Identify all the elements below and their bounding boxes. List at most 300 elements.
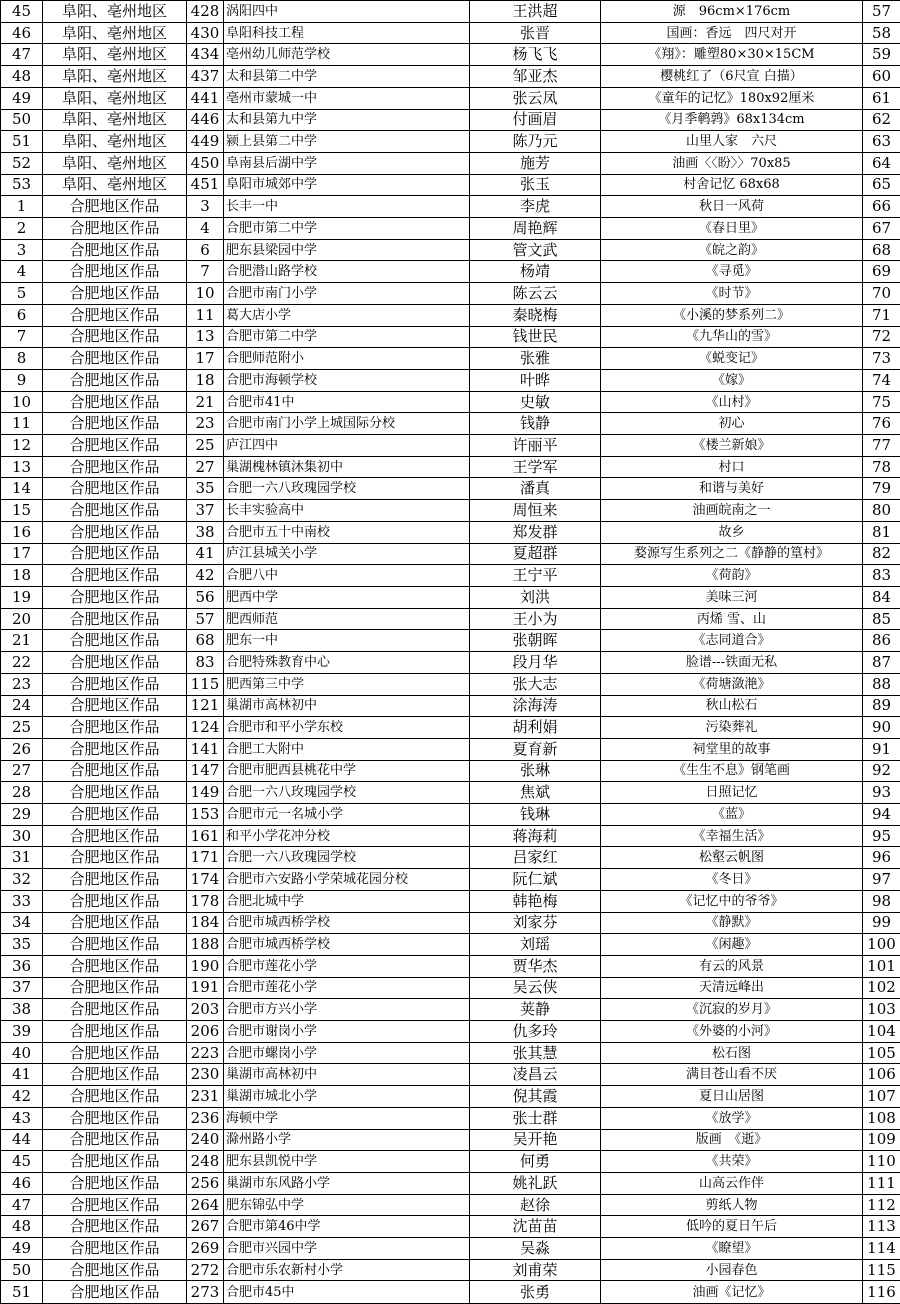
table-row <box>1 1086 900 1108</box>
school-cell: 合肥北城中学 <box>224 890 470 912</box>
author-cell: 赵徐 <box>470 1194 601 1216</box>
author-cell: 邹亚杰 <box>470 66 601 88</box>
school-cell: 合肥市兴园中学 <box>224 1238 470 1260</box>
table-row <box>1 456 900 478</box>
school-cell: 合肥市莲花小学 <box>224 977 470 999</box>
row-index-cell: 5 <box>1 283 43 305</box>
region-cell: 合肥地区作品 <box>43 804 187 826</box>
table-row <box>1 326 900 348</box>
work-title-cell: 山里人家 六尺 <box>601 131 863 153</box>
region-cell: 阜阳、亳州地区 <box>43 174 187 196</box>
row-index-cell: 26 <box>1 738 43 760</box>
row-index-cell: 42 <box>1 1086 43 1108</box>
region-cell: 合肥地区作品 <box>43 391 187 413</box>
author-cell: 段月华 <box>470 652 601 674</box>
page-number-cell: 103 <box>863 999 900 1021</box>
author-cell: 钱静 <box>470 413 601 435</box>
work-title-cell: 剪纸人物 <box>601 1194 863 1216</box>
author-cell: 姚礼跃 <box>470 1172 601 1194</box>
entry-number-cell: 223 <box>187 1042 224 1064</box>
page-number-cell: 85 <box>863 608 900 630</box>
entry-number-cell: 41 <box>187 543 224 565</box>
entry-number-cell: 190 <box>187 955 224 977</box>
entry-number-cell: 441 <box>187 87 224 109</box>
entry-number-cell: 124 <box>187 717 224 739</box>
table-row <box>1 782 900 804</box>
author-cell: 焦斌 <box>470 782 601 804</box>
entry-number-cell: 273 <box>187 1281 224 1304</box>
author-cell: 吴云侠 <box>470 977 601 999</box>
region-cell: 合肥地区作品 <box>43 239 187 261</box>
author-cell: 刘甫荣 <box>470 1259 601 1281</box>
region-cell: 合肥地区作品 <box>43 478 187 500</box>
work-title-cell: 油画〈〈盼〉〉70x85 <box>601 152 863 174</box>
table-row <box>1 804 900 826</box>
author-cell: 张玉 <box>470 174 601 196</box>
row-index-cell: 33 <box>1 890 43 912</box>
table-row <box>1 131 900 153</box>
author-cell: 秦晓梅 <box>470 304 601 326</box>
entry-number-cell: 13 <box>187 326 224 348</box>
school-cell: 合肥市肥西县桃花中学 <box>224 760 470 782</box>
page-number-cell: 83 <box>863 565 900 587</box>
school-cell: 合肥市海顿学校 <box>224 369 470 391</box>
school-cell: 合肥市元一名城小学 <box>224 804 470 826</box>
entry-number-cell: 450 <box>187 152 224 174</box>
table-row <box>1 608 900 630</box>
region-cell: 合肥地区作品 <box>43 977 187 999</box>
work-title-cell: 满目苍山看不厌 <box>601 1064 863 1086</box>
author-cell: 张琳 <box>470 760 601 782</box>
entry-number-cell: 35 <box>187 478 224 500</box>
school-cell: 合肥市城西桥学校 <box>224 912 470 934</box>
page-number-cell: 69 <box>863 261 900 283</box>
table-row <box>1 543 900 565</box>
page-number-cell: 92 <box>863 760 900 782</box>
author-cell: 钱世民 <box>470 326 601 348</box>
row-index-cell: 35 <box>1 934 43 956</box>
work-title-cell: 版画 《逝》 <box>601 1129 863 1151</box>
author-cell: 陈云云 <box>470 283 601 305</box>
work-title-cell: 油画皖南之一 <box>601 500 863 522</box>
entry-number-cell: 27 <box>187 456 224 478</box>
page-number-cell: 86 <box>863 630 900 652</box>
region-cell: 合肥地区作品 <box>43 782 187 804</box>
work-title-cell: 《志同道合》 <box>601 630 863 652</box>
entry-number-cell: 141 <box>187 738 224 760</box>
region-cell: 合肥地区作品 <box>43 304 187 326</box>
region-cell: 合肥地区作品 <box>43 1042 187 1064</box>
row-index-cell: 39 <box>1 1021 43 1043</box>
page-number-cell: 96 <box>863 847 900 869</box>
row-index-cell: 53 <box>1 174 43 196</box>
region-cell: 合肥地区作品 <box>43 673 187 695</box>
school-cell: 合肥特殊教育中心 <box>224 652 470 674</box>
region-cell: 合肥地区作品 <box>43 196 187 218</box>
region-cell: 合肥地区作品 <box>43 283 187 305</box>
author-cell: 韩艳梅 <box>470 890 601 912</box>
school-cell: 合肥市南门小学 <box>224 283 470 305</box>
table-row <box>1 586 900 608</box>
school-cell: 合肥市城西桥学校 <box>224 934 470 956</box>
school-cell: 合肥市45中 <box>224 1281 470 1304</box>
author-cell: 张云凤 <box>470 87 601 109</box>
page-number-cell: 84 <box>863 586 900 608</box>
author-cell: 夏超群 <box>470 543 601 565</box>
school-cell: 和平小学花冲分校 <box>224 825 470 847</box>
school-cell: 涡阳四中 <box>224 1 470 23</box>
school-cell: 阜南县后湖中学 <box>224 152 470 174</box>
row-index-cell: 4 <box>1 261 43 283</box>
school-cell: 合肥市六安路小学荣城花园分校 <box>224 869 470 891</box>
author-cell: 倪其霞 <box>470 1086 601 1108</box>
row-index-cell: 45 <box>1 1 43 23</box>
row-index-cell: 23 <box>1 673 43 695</box>
page-number-cell: 116 <box>863 1281 900 1304</box>
table-row <box>1 413 900 435</box>
row-index-cell: 31 <box>1 847 43 869</box>
work-title-cell: 《童年的记忆》180x92厘米 <box>601 87 863 109</box>
entry-number-cell: 56 <box>187 586 224 608</box>
school-cell: 肥东一中 <box>224 630 470 652</box>
author-cell: 夏育新 <box>470 738 601 760</box>
page-number-cell: 79 <box>863 478 900 500</box>
entry-number-cell: 17 <box>187 348 224 370</box>
entry-number-cell: 115 <box>187 673 224 695</box>
school-cell: 滁州路小学 <box>224 1129 470 1151</box>
school-cell: 巢湖市高林初中 <box>224 695 470 717</box>
row-index-cell: 20 <box>1 608 43 630</box>
region-cell: 合肥地区作品 <box>43 1151 187 1173</box>
region-cell: 合肥地区作品 <box>43 1086 187 1108</box>
region-cell: 合肥地区作品 <box>43 1021 187 1043</box>
entry-number-cell: 434 <box>187 44 224 66</box>
entry-number-cell: 57 <box>187 608 224 630</box>
school-cell: 巢湖市城北小学 <box>224 1086 470 1108</box>
region-cell: 合肥地区作品 <box>43 1259 187 1281</box>
author-cell: 吕家红 <box>470 847 601 869</box>
table-row <box>1 521 900 543</box>
table-row <box>1 1064 900 1086</box>
page-number-cell: 75 <box>863 391 900 413</box>
row-index-cell: 11 <box>1 413 43 435</box>
page-number-cell: 71 <box>863 304 900 326</box>
region-cell: 合肥地区作品 <box>43 456 187 478</box>
work-title-cell: 天清远峰出 <box>601 977 863 999</box>
school-cell: 合肥市螺岗小学 <box>224 1042 470 1064</box>
author-cell: 郑发群 <box>470 521 601 543</box>
entry-number-cell: 437 <box>187 66 224 88</box>
work-title-cell: 《皖之韵》 <box>601 239 863 261</box>
region-cell: 合肥地区作品 <box>43 1129 187 1151</box>
row-index-cell: 51 <box>1 131 43 153</box>
table-row <box>1 44 900 66</box>
page-number-cell: 89 <box>863 695 900 717</box>
entry-number-cell: 42 <box>187 565 224 587</box>
region-cell: 合肥地区作品 <box>43 1238 187 1260</box>
work-title-cell: 《寻觅》 <box>601 261 863 283</box>
table-row <box>1 673 900 695</box>
page-number-cell: 60 <box>863 66 900 88</box>
table-row <box>1 999 900 1021</box>
author-cell: 张朝晖 <box>470 630 601 652</box>
entry-number-cell: 184 <box>187 912 224 934</box>
work-title-cell: 有云的风景 <box>601 955 863 977</box>
page-number-cell: 73 <box>863 348 900 370</box>
table-row <box>1 890 900 912</box>
school-cell: 肥东县凯悦中学 <box>224 1151 470 1173</box>
author-cell: 钱琳 <box>470 804 601 826</box>
page-number-cell: 74 <box>863 369 900 391</box>
table-row <box>1 934 900 956</box>
work-title-cell: 《沉寂的岁月》 <box>601 999 863 1021</box>
table-row <box>1 869 900 891</box>
region-cell: 合肥地区作品 <box>43 1216 187 1238</box>
entry-number-cell: 149 <box>187 782 224 804</box>
row-index-cell: 38 <box>1 999 43 1021</box>
entry-number-cell: 23 <box>187 413 224 435</box>
author-cell: 王洪超 <box>470 1 601 23</box>
entry-number-cell: 240 <box>187 1129 224 1151</box>
author-cell: 蒋海莉 <box>470 825 601 847</box>
author-cell: 吴淼 <box>470 1238 601 1260</box>
page-number-cell: 87 <box>863 652 900 674</box>
entry-number-cell: 449 <box>187 131 224 153</box>
region-cell: 合肥地区作品 <box>43 608 187 630</box>
school-cell: 亳州市蒙城一中 <box>224 87 470 109</box>
entry-number-cell: 21 <box>187 391 224 413</box>
table-row <box>1 825 900 847</box>
entry-number-cell: 267 <box>187 1216 224 1238</box>
page-number-cell: 68 <box>863 239 900 261</box>
school-cell: 庐江县城关小学 <box>224 543 470 565</box>
entry-number-cell: 7 <box>187 261 224 283</box>
table-row <box>1 1259 900 1281</box>
row-index-cell: 34 <box>1 912 43 934</box>
school-cell: 肥东县梁园中学 <box>224 239 470 261</box>
school-cell: 肥东锦弘中学 <box>224 1194 470 1216</box>
table-row <box>1 1042 900 1064</box>
table-row <box>1 695 900 717</box>
row-index-cell: 43 <box>1 1107 43 1129</box>
entry-number-cell: 430 <box>187 22 224 44</box>
row-index-cell: 46 <box>1 22 43 44</box>
table-row <box>1 261 900 283</box>
school-cell: 合肥市乐农新村小学 <box>224 1259 470 1281</box>
row-index-cell: 50 <box>1 1259 43 1281</box>
school-cell: 肥西中学 <box>224 586 470 608</box>
region-cell: 阜阳、亳州地区 <box>43 22 187 44</box>
region-cell: 合肥地区作品 <box>43 261 187 283</box>
region-cell: 合肥地区作品 <box>43 348 187 370</box>
region-cell: 合肥地区作品 <box>43 1194 187 1216</box>
region-cell: 合肥地区作品 <box>43 847 187 869</box>
author-cell: 沈苗苗 <box>470 1216 601 1238</box>
row-index-cell: 27 <box>1 760 43 782</box>
region-cell: 合肥地区作品 <box>43 369 187 391</box>
school-cell: 合肥市第46中学 <box>224 1216 470 1238</box>
region-cell: 合肥地区作品 <box>43 1064 187 1086</box>
entry-number-cell: 178 <box>187 890 224 912</box>
work-title-cell: 《春日里》 <box>601 218 863 240</box>
region-cell: 合肥地区作品 <box>43 521 187 543</box>
work-title-cell: 《冬日》 <box>601 869 863 891</box>
work-title-cell: 脸谱---铁面无私 <box>601 652 863 674</box>
page-number-cell: 64 <box>863 152 900 174</box>
page-number-cell: 61 <box>863 87 900 109</box>
region-cell: 合肥地区作品 <box>43 1172 187 1194</box>
row-index-cell: 36 <box>1 955 43 977</box>
work-title-cell: 源 96cm×176cm <box>601 1 863 23</box>
author-cell: 王宁平 <box>470 565 601 587</box>
work-title-cell: 夏日山居图 <box>601 1086 863 1108</box>
region-cell: 合肥地区作品 <box>43 1107 187 1129</box>
work-title-cell: 《静默》 <box>601 912 863 934</box>
entry-number-cell: 147 <box>187 760 224 782</box>
entry-number-cell: 203 <box>187 999 224 1021</box>
work-title-cell: 《生生不息》钢笔画 <box>601 760 863 782</box>
row-index-cell: 22 <box>1 652 43 674</box>
work-title-cell: 《瞭望》 <box>601 1238 863 1260</box>
table-row <box>1 760 900 782</box>
region-cell: 合肥地区作品 <box>43 630 187 652</box>
work-title-cell: 秋日一风荷 <box>601 196 863 218</box>
work-title-cell: 婺源写生系列之二《静静的篁村》 <box>601 543 863 565</box>
work-title-cell: 《幸福生活》 <box>601 825 863 847</box>
region-cell: 合肥地区作品 <box>43 435 187 457</box>
region-cell: 合肥地区作品 <box>43 326 187 348</box>
work-title-cell: 《闲趣》 <box>601 934 863 956</box>
school-cell: 肥西师范 <box>224 608 470 630</box>
entry-number-cell: 269 <box>187 1238 224 1260</box>
table-row <box>1 22 900 44</box>
work-title-cell: 《荷塘潋滟》 <box>601 673 863 695</box>
row-index-cell: 32 <box>1 869 43 891</box>
entry-number-cell: 446 <box>187 109 224 131</box>
author-cell: 贾华杰 <box>470 955 601 977</box>
work-title-cell: 松壑云帆图 <box>601 847 863 869</box>
row-index-cell: 9 <box>1 369 43 391</box>
region-cell: 合肥地区作品 <box>43 760 187 782</box>
work-title-cell: 《九华山的雪》 <box>601 326 863 348</box>
school-cell: 阜阳科技工程 <box>224 22 470 44</box>
school-cell: 颍上县第二中学 <box>224 131 470 153</box>
region-cell: 合肥地区作品 <box>43 869 187 891</box>
page-number-cell: 90 <box>863 717 900 739</box>
entry-number-cell: 161 <box>187 825 224 847</box>
region-cell: 合肥地区作品 <box>43 825 187 847</box>
table-row <box>1 109 900 131</box>
author-cell: 管文武 <box>470 239 601 261</box>
region-cell: 阜阳、亳州地区 <box>43 109 187 131</box>
table-row <box>1 369 900 391</box>
page-number-cell: 67 <box>863 218 900 240</box>
page-number-cell: 91 <box>863 738 900 760</box>
work-title-cell: 山高云作伴 <box>601 1172 863 1194</box>
author-cell: 何勇 <box>470 1151 601 1173</box>
school-cell: 合肥市五十中南校 <box>224 521 470 543</box>
author-cell: 仇多玲 <box>470 1021 601 1043</box>
region-cell: 合肥地区作品 <box>43 890 187 912</box>
region-cell: 合肥地区作品 <box>43 652 187 674</box>
author-cell: 付画眉 <box>470 109 601 131</box>
school-cell: 海顿中学 <box>224 1107 470 1129</box>
region-cell: 阜阳、亳州地区 <box>43 131 187 153</box>
table-body <box>1 1 900 1304</box>
entry-number-cell: 230 <box>187 1064 224 1086</box>
row-index-cell: 52 <box>1 152 43 174</box>
work-title-cell: 《小溪的梦系列二》 <box>601 304 863 326</box>
page-number-cell: 98 <box>863 890 900 912</box>
entry-number-cell: 25 <box>187 435 224 457</box>
entry-number-cell: 264 <box>187 1194 224 1216</box>
region-cell: 合肥地区作品 <box>43 218 187 240</box>
page-number-cell: 106 <box>863 1064 900 1086</box>
region-cell: 合肥地区作品 <box>43 912 187 934</box>
table-row <box>1 1129 900 1151</box>
region-cell: 阜阳、亳州地区 <box>43 44 187 66</box>
entry-number-cell: 428 <box>187 1 224 23</box>
author-cell: 荚静 <box>470 999 601 1021</box>
school-cell: 亳州幼儿师范学校 <box>224 44 470 66</box>
page-number-cell: 94 <box>863 804 900 826</box>
table-row <box>1 435 900 457</box>
table-row <box>1 283 900 305</box>
author-cell: 张勇 <box>470 1281 601 1304</box>
work-title-cell: 《记忆中的爷爷》 <box>601 890 863 912</box>
table-row <box>1 196 900 218</box>
author-cell: 周恒来 <box>470 500 601 522</box>
entry-number-cell: 153 <box>187 804 224 826</box>
page-number-cell: 101 <box>863 955 900 977</box>
school-cell: 合肥一六八玫瑰园学校 <box>224 847 470 869</box>
author-cell: 张大志 <box>470 673 601 695</box>
author-cell: 胡利娟 <box>470 717 601 739</box>
author-cell: 杨靖 <box>470 261 601 283</box>
entry-number-cell: 3 <box>187 196 224 218</box>
row-index-cell: 40 <box>1 1042 43 1064</box>
entry-number-cell: 4 <box>187 218 224 240</box>
school-cell: 葛大店小学 <box>224 304 470 326</box>
page-number-cell: 110 <box>863 1151 900 1173</box>
page-number-cell: 112 <box>863 1194 900 1216</box>
table-row <box>1 1281 900 1304</box>
page-number-cell: 95 <box>863 825 900 847</box>
work-title-cell: 国画：香远 四尺对开 <box>601 22 863 44</box>
region-cell: 阜阳、亳州地区 <box>43 87 187 109</box>
school-cell: 太和县第九中学 <box>224 109 470 131</box>
entry-number-cell: 174 <box>187 869 224 891</box>
page-number-cell: 107 <box>863 1086 900 1108</box>
school-cell: 合肥市第二中学 <box>224 218 470 240</box>
row-index-cell: 49 <box>1 87 43 109</box>
row-index-cell: 46 <box>1 1172 43 1194</box>
author-cell: 许丽平 <box>470 435 601 457</box>
table-row <box>1 1 900 23</box>
page-number-cell: 81 <box>863 521 900 543</box>
page-number-cell: 109 <box>863 1129 900 1151</box>
page-number-cell: 65 <box>863 174 900 196</box>
region-cell: 合肥地区作品 <box>43 543 187 565</box>
page-number-cell: 58 <box>863 22 900 44</box>
table-row <box>1 738 900 760</box>
work-title-cell: 《月季鹌鹑》68x134cm <box>601 109 863 131</box>
row-index-cell: 51 <box>1 1281 43 1304</box>
entry-number-cell: 10 <box>187 283 224 305</box>
row-index-cell: 49 <box>1 1238 43 1260</box>
entry-number-cell: 231 <box>187 1086 224 1108</box>
author-cell: 王小为 <box>470 608 601 630</box>
